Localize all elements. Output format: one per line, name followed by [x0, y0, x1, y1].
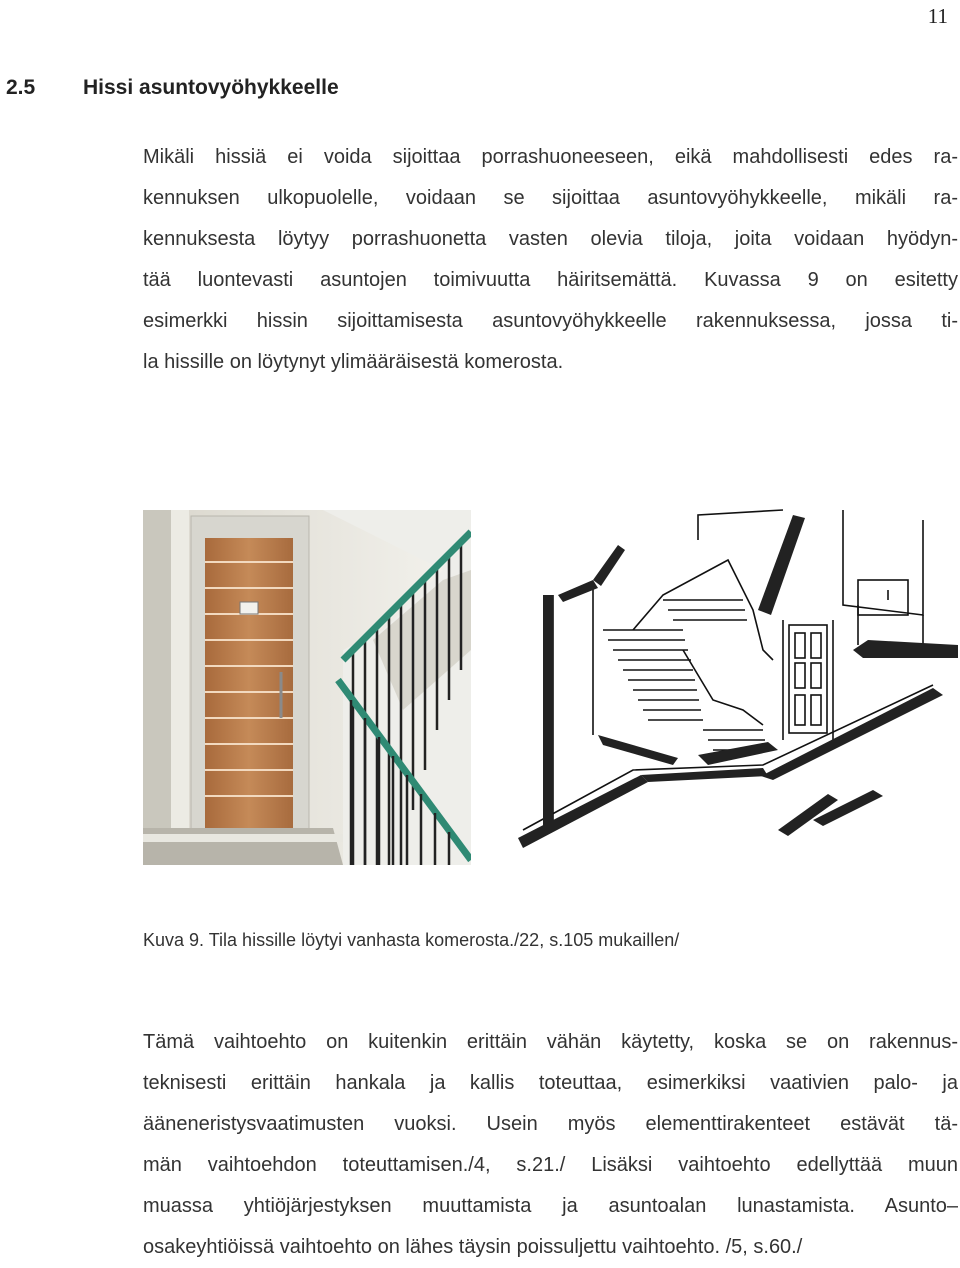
paragraph-line: män vaihtoehdon toteuttamisen./4, s.21./ Lisäksi vaihtoehto edellyttää muun: [143, 1154, 958, 1176]
paragraph-line: Tämä vaihtoehto on kuitenkin erittäin vähän käytetty, koska se on rakennus-: [143, 1031, 958, 1053]
paragraph-line: kennuksesta löytyy porrashuonetta vasten olevia tiloja, joita voidaan hyödyn-: [143, 228, 958, 250]
body-paragraph-1: [143, 137, 958, 383]
body-paragraph-2: [143, 1022, 958, 1268]
figure-caption: Kuva 9. Tila hissille löytyi vanhasta komerosta./22, s.105 mukaillen/: [143, 930, 680, 950]
paragraph-line: tää luontevasti asuntojen toimivuutta häiritsemättä. Kuvassa 9 on esitetty: [143, 269, 958, 291]
paragraph-line: osakeyhtiöissä vaihtoehto on lähes täysin poissuljettu vaihtoehto. /5, s.60./: [143, 1236, 803, 1258]
paragraph-line: Mikäli hissiä ei voida sijoittaa porrashuoneeseen, eikä mahdollisesti edes ra-: [143, 146, 958, 168]
paragraph-line: muassa yhtiöjärjestyksen muuttamista ja asuntoalan lunastamista. Asunto–: [143, 1195, 958, 1217]
paragraph-line: ääneneristysvaatimusten vuoksi. Usein myös elementtirakenteet estävät tä-: [143, 1113, 958, 1135]
paragraph-line: la hissille on löytynyt ylimääräisestä komerosta.: [143, 351, 564, 373]
section-number: 2.5: [6, 76, 36, 99]
paragraph-line: teknisesti erittäin hankala ja kallis toteuttaa, esimerkiksi vaativien palo- ja: [143, 1072, 958, 1094]
section-heading: [6, 76, 339, 100]
page-number: 11: [927, 4, 948, 28]
paragraph-line: esimerkki hissin sijoittamisesta asuntovyöhykkeelle rakennuksessa, jossa ti-: [143, 310, 958, 332]
stairwell-photo: [143, 510, 471, 865]
stairwell-cutaway-drawing: [513, 500, 960, 890]
section-title: Hissi asuntovyöhykkeelle: [83, 76, 339, 99]
paragraph-line: kennuksen ulkopuolelle, voidaan se sijoittaa asuntovyöhykkeelle, mikäli ra-: [143, 187, 958, 209]
door-sign: [240, 602, 258, 614]
